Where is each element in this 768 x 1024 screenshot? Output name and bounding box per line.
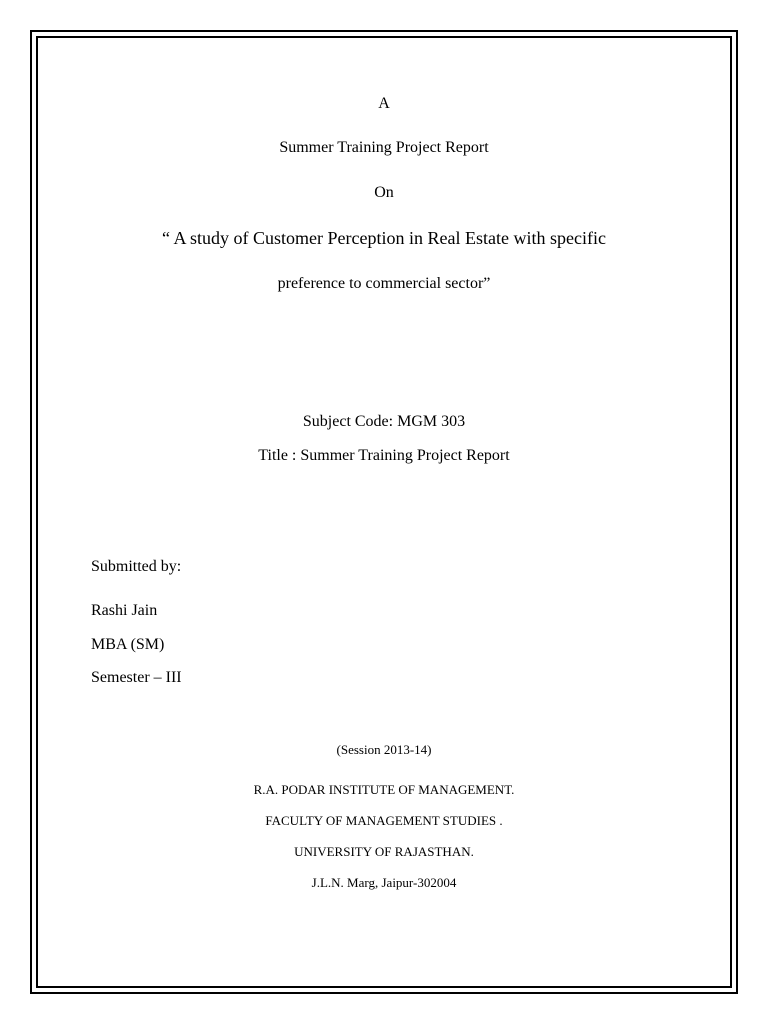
session: (Session 2013-14) bbox=[336, 742, 432, 757]
faculty-name: FACULTY OF MANAGEMENT STUDIES . bbox=[265, 813, 503, 828]
cover-on: On bbox=[374, 184, 394, 201]
project-title-line-2: preference to commercial sector” bbox=[277, 275, 491, 292]
program: MBA (SM) bbox=[91, 636, 165, 653]
semester: Semester – III bbox=[91, 669, 182, 686]
institute-name: R.A. PODAR INSTITUTE OF MANAGEMENT. bbox=[253, 782, 515, 797]
project-title-line-1: “ A study of Customer Perception in Real Estate with specific bbox=[162, 228, 606, 248]
subject-code: Subject Code: MGM 303 bbox=[302, 413, 466, 430]
address: J.L.N. Marg, Jaipur-302004 bbox=[311, 875, 457, 890]
title-label: Title : Summer Training Project Report bbox=[258, 447, 510, 464]
submitted-by-label: Submitted by: bbox=[91, 558, 182, 575]
report-type: Summer Training Project Report bbox=[279, 139, 489, 156]
student-name: Rashi Jain bbox=[91, 602, 158, 619]
university-name: UNIVERSITY OF RAJASTHAN. bbox=[294, 844, 474, 859]
cover-letter-a: A bbox=[378, 95, 390, 112]
